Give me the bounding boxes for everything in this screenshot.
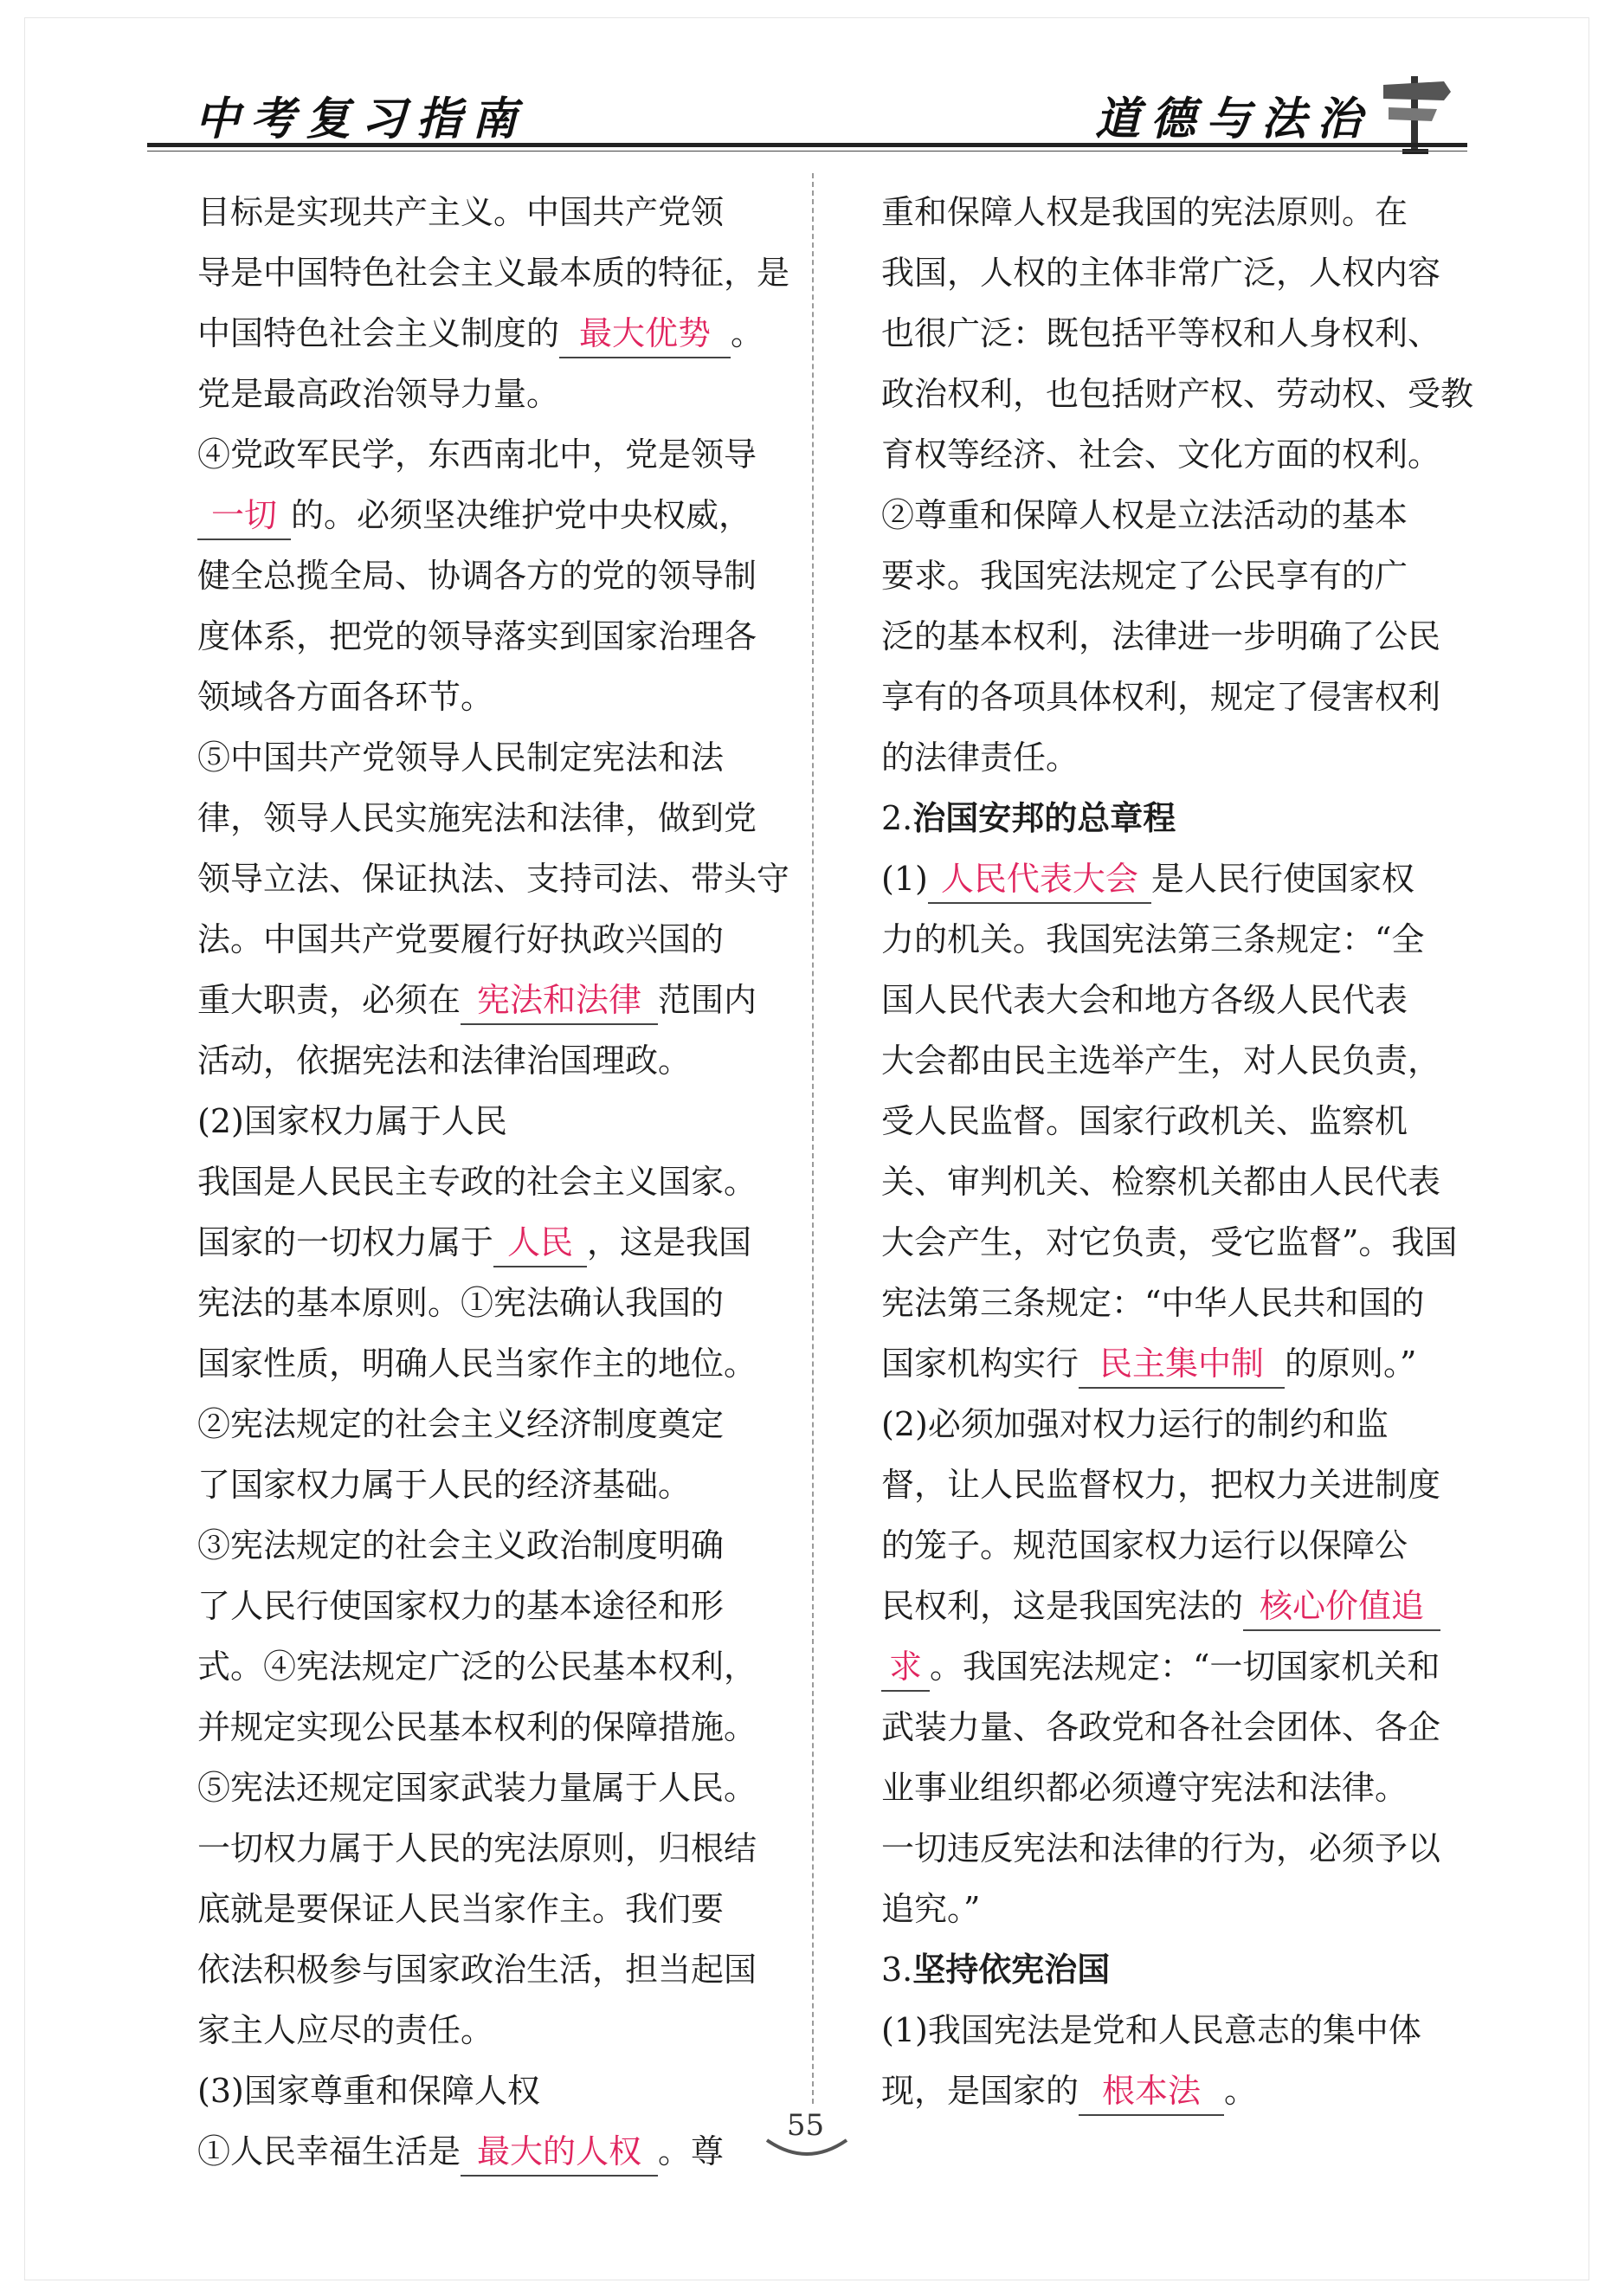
text-line: (3)国家尊重和保障人权: [197, 2072, 540, 2110]
book-title: 中考复习指南: [195, 94, 528, 145]
text-line: 追究。”: [881, 1890, 981, 1928]
right-column: [881, 182, 1479, 2121]
text-line: 导是中国特色社会主义最本质的特征，是: [197, 254, 790, 292]
text-line: 也很广泛：既包括平等权和人身权利、: [881, 314, 1441, 352]
text-line: 的法律责任。: [881, 738, 1079, 777]
page-number: 55: [786, 2108, 825, 2143]
text-line: 泛的基本权利，法律进一步明确了公民: [881, 617, 1441, 655]
answer-blank: 民主集中制: [1079, 1340, 1285, 1389]
text-line: 我国，人权的主体非常广泛，人权内容: [881, 254, 1441, 292]
text-line: 业事业组织都必须遵守宪法和法律。: [881, 1769, 1408, 1807]
text-line: 重大职责，必须在 宪法和法律 范围内: [197, 970, 777, 1030]
text-line: (2)必须加强对权力运行的制约和监: [881, 1405, 1389, 1443]
text-line: 重和保障人权是我国的宪法原则。在: [881, 193, 1408, 231]
text-line: ②尊重和保障人权是立法活动的基本: [881, 496, 1408, 534]
paragraph: [197, 1151, 777, 2061]
text-line: 健全总揽全局、协调各方的党的领导制: [197, 557, 757, 595]
text-line: 享有的各项具体权利，规定了侵害权利: [881, 678, 1441, 716]
text-line: (1) 人民代表大会 是人民行使国家权: [881, 848, 1479, 909]
text-line: 中国特色社会主义制度的 最大优势 。: [197, 303, 777, 364]
text-line: 的笼子。规范国家权力运行以保障公: [881, 1526, 1408, 1564]
page-header: [147, 74, 1467, 147]
text-line: 2.治国安邦的总章程: [881, 799, 1176, 837]
text-line: 法。中国共产党要履行好执政兴国的: [197, 920, 725, 958]
paragraph: [881, 848, 1479, 1394]
text-line: 受人民监督。国家行政机关、监察机: [881, 1102, 1408, 1140]
text-line: 国人民代表大会和地方各级人民代表: [881, 981, 1408, 1019]
text-line: 民权利，这是我国宪法的 核心价值追: [881, 1576, 1479, 1636]
paragraph: [197, 424, 777, 727]
text-line: 现，是国家的 根本法 。: [881, 2061, 1479, 2121]
header-rule: [147, 143, 1467, 152]
text-line: 领域各方面各环节。: [197, 678, 494, 716]
text-line: 度体系，把党的领导落实到国家治理各: [197, 617, 757, 655]
answer-blank: 最大优势: [559, 310, 731, 358]
paragraph: [197, 182, 790, 424]
text-line: ⑤宪法还规定国家武装力量属于人民。: [197, 1769, 757, 1807]
text-line: 了国家权力属于人民的经济基础。: [197, 1466, 692, 1504]
left-column: [197, 182, 790, 2182]
text-line: ③宪法规定的社会主义政治制度明确: [197, 1526, 725, 1564]
answer-blank: 人民代表大会: [928, 855, 1151, 904]
answer-blank: 核心价值追: [1243, 1583, 1440, 1631]
text-line: 党是最高政治领导力量。: [197, 375, 560, 413]
text-line: 大会产生，对它负责，受它监督”。我国: [881, 1223, 1458, 1261]
text-line: 目标是实现共产主义。中国共产党领: [197, 193, 725, 231]
paragraph: [881, 2000, 1479, 2121]
text-line: ⑤中国共产党领导人民制定宪法和法: [197, 738, 725, 777]
text-line: 育权等经济、社会、文化方面的权利。: [881, 435, 1441, 474]
text-line: 力的机关。我国宪法第三条规定：“全: [881, 920, 1425, 958]
section-heading: [881, 1939, 1479, 2000]
answer-blank: 一切: [197, 492, 291, 540]
text-line: 并规定实现公民基本权利的保障措施。: [197, 1708, 757, 1746]
text-line: 关、审判机关、检察机关都由人民代表: [881, 1163, 1441, 1201]
text-line: 宪法的基本原则。①宪法确认我国的: [197, 1284, 725, 1322]
answer-blank: 最大的人权: [461, 2128, 658, 2177]
text-line: 一切违反宪法和法律的行为，必须予以: [881, 1829, 1441, 1867]
text-line: 依法积极参与国家政治生活，担当起国: [197, 1951, 757, 1989]
text-line: 要求。我国宪法规定了公民享有的广: [881, 557, 1408, 595]
text-line: 律，领导人民实施宪法和法律，做到党: [197, 799, 757, 837]
text-line: 政治权利，也包括财产权、劳动权、受教: [881, 375, 1474, 413]
column-divider: [812, 173, 814, 2104]
answer-blank: 人民: [493, 1219, 587, 1267]
paragraph: [881, 1394, 1479, 1939]
text-line: 式。④宪法规定广泛的公民基本权利，: [197, 1648, 757, 1686]
text-line: 督，让人民监督权力，把权力关进制度: [881, 1466, 1441, 1504]
text-line: 一切 的。必须坚决维护党中央权威，: [197, 485, 777, 545]
text-line: 武装力量、各政党和各社会团体、各企: [881, 1708, 1441, 1746]
text-line: ④党政军民学，东西南北中，党是领导: [197, 435, 757, 474]
text-line: 3.坚持依宪治国: [881, 1951, 1111, 1989]
text-line: ②宪法规定的社会主义经济制度奠定: [197, 1405, 725, 1443]
text-line: 家主人应尽的责任。: [197, 2011, 494, 2049]
text-line: ①人民幸福生活是 最大的人权 。尊: [197, 2121, 777, 2182]
text-line: 国家性质，明确人民当家作主的地位。: [197, 1345, 757, 1383]
text-line: 了人民行使国家权力的基本途径和形: [197, 1587, 725, 1625]
text-line: 一切权力属于人民的宪法原则，归根结: [197, 1829, 757, 1867]
text-line: 求 。我国宪法规定：“一切国家机关和: [881, 1636, 1479, 1697]
text-line: 底就是要保证人民当家作主。我们要: [197, 1890, 725, 1928]
paragraph: [881, 182, 1479, 485]
text-line: (2)国家权力属于人民: [197, 1102, 507, 1140]
answer-blank: 根本法: [1079, 2067, 1224, 2116]
text-line: (1)我国宪法是党和人民意志的集中体: [881, 2011, 1421, 2049]
paragraph: [197, 727, 790, 1091]
text-line: 国家的一切权力属于 人民 ，这是我国: [197, 1212, 777, 1273]
page-number-ornament: [764, 2132, 850, 2166]
text-line: 我国是人民民主专政的社会主义国家。: [197, 1163, 757, 1201]
subject-title: 道德与法治: [1094, 94, 1372, 145]
text-line: 宪法第三条规定：“中华人民共和国的: [881, 1284, 1425, 1322]
text-line: 活动，依据宪法和法律治国理政。: [197, 1042, 692, 1080]
subheading: [197, 1091, 777, 1151]
text-line: 领导立法、保证执法、支持司法、带头守: [197, 860, 790, 898]
paragraph: [881, 485, 1479, 788]
section-heading: [881, 788, 1479, 848]
answer-blank: 求: [881, 1643, 930, 1692]
answer-blank: 宪法和法律: [461, 977, 658, 1025]
text-line: 国家机构实行 民主集中制 的原则。”: [881, 1333, 1479, 1394]
text-line: 大会都由民主选举产生，对人民负责，: [881, 1042, 1441, 1080]
